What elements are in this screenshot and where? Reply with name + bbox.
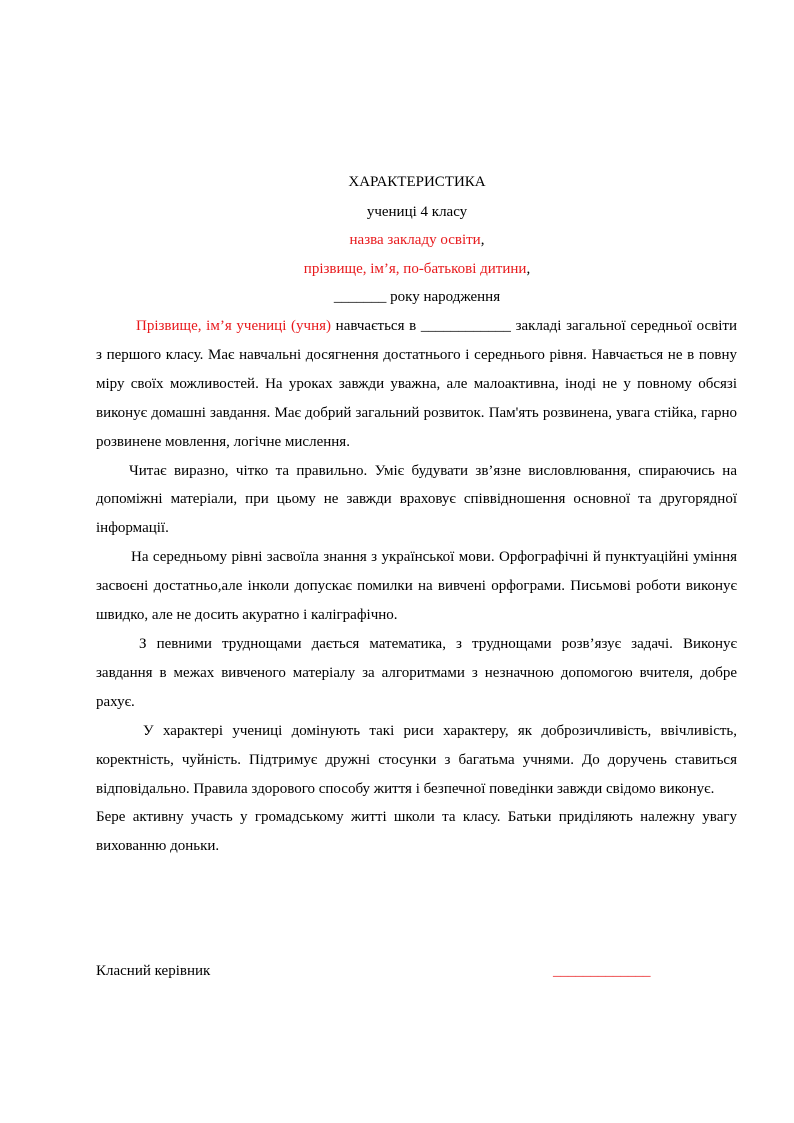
paragraph-intro-text-b: закладі загальної середньої освіти з першого класу. Має навчальні досягнення достатнього і середнього рівня. Навчається не в повну міру своїх можливостей. На уроках завжди уважна, але малоактивна, іноді не у повному обсязі виконує домашні завдання. Має добрий загальний розвиток. Пам'ять розвинена, увага стійка, гарно розвинене мовлення, логічне мислення.	[96, 318, 737, 450]
school-name-placeholder: назва закладу освіти	[349, 232, 481, 248]
school-blank: ____________	[420, 318, 511, 334]
student-name-placeholder: Прізвище, ім’я учениці (учня)	[136, 318, 331, 334]
birth-year-blank: _______	[333, 289, 387, 305]
paragraph-math: З певними труднощами дається математика, з труднощами розв’язує задачі. Виконує завдання в межах вивченого матеріалу за алгоритмами з незначною допомогою вчителя, добре рахує.	[96, 635, 737, 710]
signature-blank: _____________	[553, 963, 651, 979]
document-subtitle: учениці 4 класу	[366, 204, 468, 220]
paragraph-character: У характері учениці домінують такі риси характеру, як доброзичливість, ввічливість, коректність, чуйність. Підтримує дружні стосунки з багатьма учнями. До доручень ставиться відповідально. Правила здорового способу життя і безпечної поведінки завжди свідомо виконує.	[96, 722, 737, 797]
child-name-comma: ,	[526, 261, 531, 277]
signature-label: Класний керівник	[96, 963, 211, 979]
paragraph-social: Бере активну участь у громадському житті школи та класу. Батьки приділяють належну увагу вихованню доньки.	[96, 809, 737, 855]
child-name-placeholder: прізвище, ім’я, по-батькові дитини	[303, 261, 527, 277]
paragraph-intro-text-a: навчається в	[331, 318, 421, 334]
document-body	[96, 312, 737, 861]
paragraph-language: На середньому рівні засвоїла знання з української мови. Орфографічні й пунктуаційні уміння засвоєні достатньо,але інколи допускає помилки на вивчені орфограми. Письмові роботи виконує швидко, але не досить акуратно і каліграфічно.	[96, 549, 737, 624]
birth-year-suffix: року народження	[386, 289, 501, 305]
school-name-comma: ,	[480, 232, 485, 248]
paragraph-intro	[96, 312, 737, 457]
birth-year-line	[0, 288, 794, 306]
school-name-line	[0, 231, 794, 249]
document-title: ХАРАКТЕРИСТИКА	[348, 174, 486, 190]
paragraph-reading: Читає виразно, чітко та правильно. Уміє будувати зв’язне висловлювання, спираючись на допоміжні матеріали, при цьому не завжди враховує співвідношення основної та другорядної інформації.	[96, 462, 737, 537]
child-name-line	[0, 260, 794, 278]
